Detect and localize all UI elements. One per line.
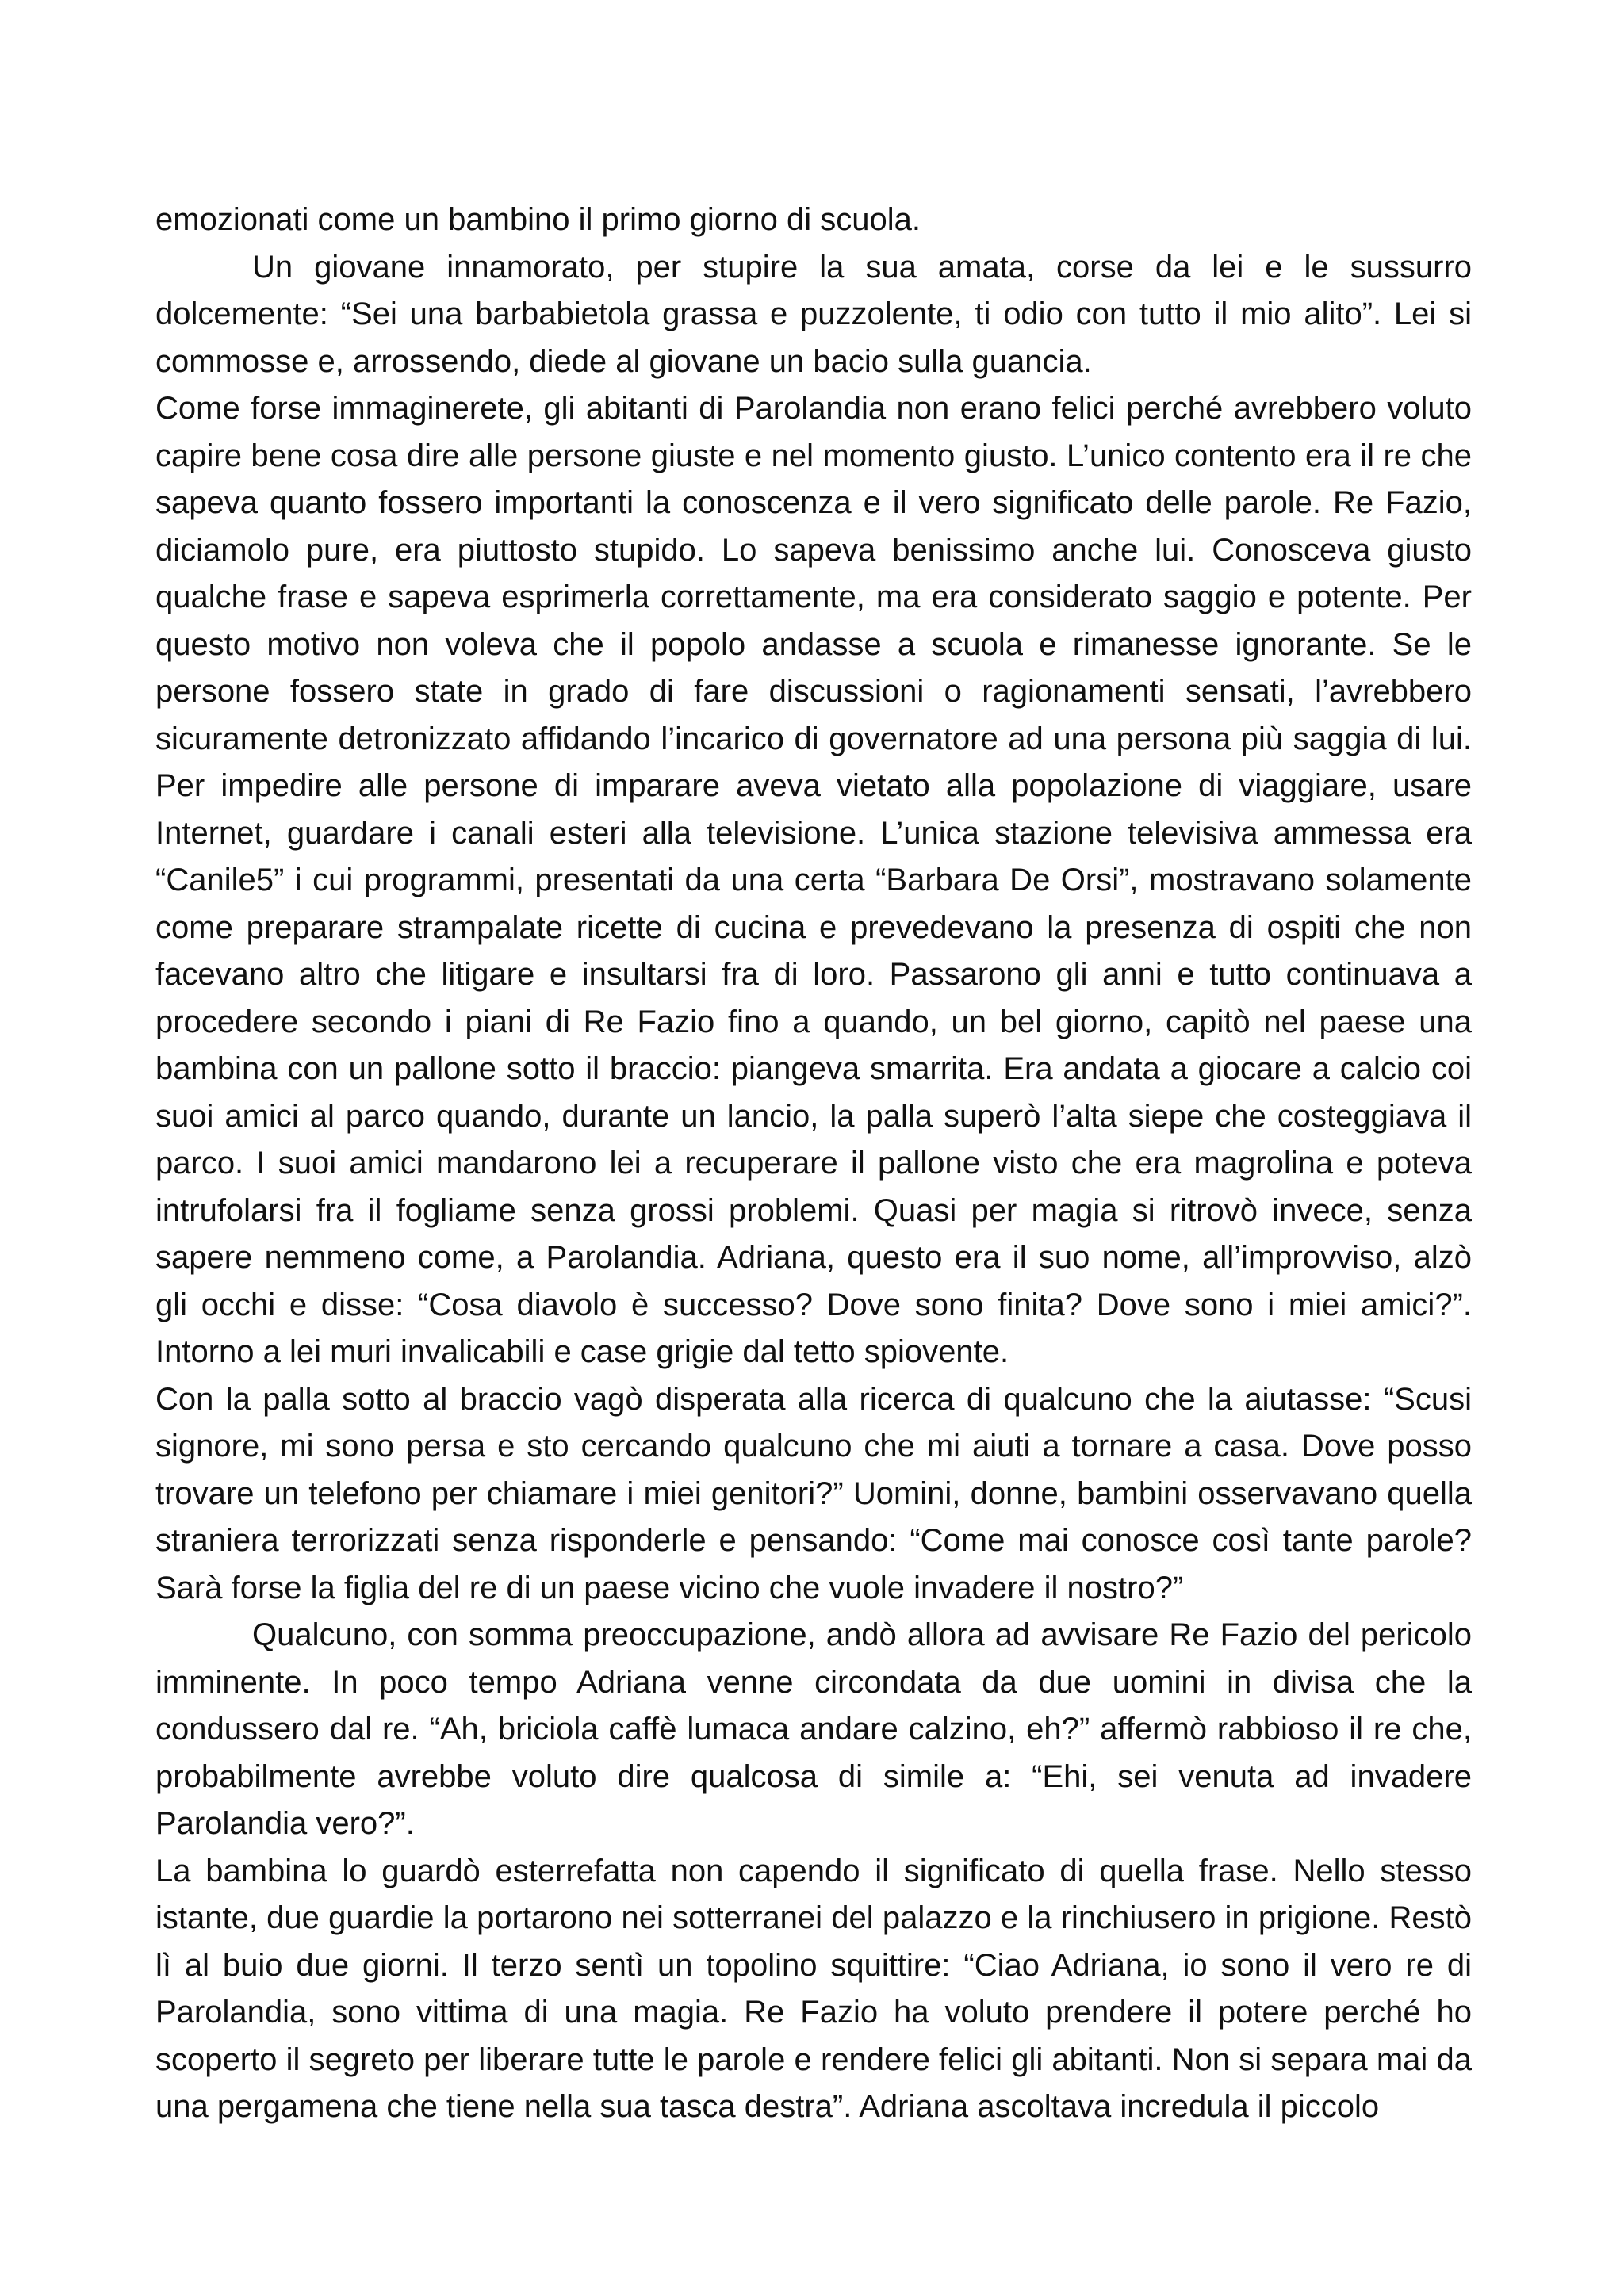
paragraph-6: La bambina lo guardò esterrefatta non capendo il significato di quella frase. Nello stesso istante, due guardie la portarono nei sotterranei del palazzo e la rinchiusero in prigione. Restò lì al buio due giorni. Il terzo sentì un topolino squittire: “Ciao Adriana, io sono il vero re di Parolandia, sono vittima di una magia. Re Fazio ha voluto prendere il potere perché ho scoperto il segreto per liberare tutte le parole e rendere felici gli abitanti. Non si separa mai da una pergamena che tiene nella sua tasca destra”. Adriana ascoltava incredula il piccolo: [155, 1853, 1472, 2124]
body-text: [155, 197, 1472, 2131]
paragraph-2: Un giovane innamorato, per stupire la sua amata, corse da lei e le sussurro dolcemente: “Sei una barbabietola grassa e puzzolente, ti odio con tutto il mio alito”. Lei si commosse e, arrossendo, diede al giovane un bacio sulla guancia.: [155, 249, 1472, 379]
paragraph-5: Qualcuno, con somma preoccupazione, andò allora ad avvisare Re Fazio del pericolo imminente. In poco tempo Adriana venne circondata da due uomini in divisa che la condussero dal re. “Ah, briciola caffè lumaca andare calzino, eh?” affermò rabbioso il re che, probabilmente avrebbe voluto dire qualcosa di simile a: “Ehi, sei venuta ad invadere Parolandia vero?”.: [155, 1617, 1472, 1841]
paragraph-4: Con la palla sotto al braccio vagò disperata alla ricerca di qualcuno che la aiutasse: “Scusi signore, mi sono persa e sto cercando qualcuno che mi aiuti a tornare a casa. Dove posso trovare un telefono per chiamare i miei genitori?” Uomini, donne, bambini osservavano quella straniera terrorizzati senza risponderle e pensando: “Come mai conosce così tante parole? Sarà forse la figlia del re di un paese vicino che vuole invadere il nostro?”: [155, 1381, 1472, 1605]
paragraph-3: Come forse immaginerete, gli abitanti di Parolandia non erano felici perché avrebbero voluto capire bene cosa dire alle persone giuste e nel momento giusto. L’unico contento era il re che sapeva quanto fossero importanti la conoscenza e il vero significato delle parole. Re Fazio, diciamolo pure, era piuttosto stupido. Lo sapeva benissimo anche lui. Conosceva giusto qualche frase e sapeva esprimerla correttamente, ma era considerato saggio e potente. Per questo motivo non voleva che il popolo andasse a scuola e rimanesse ignorante. Se le persone fossero state in grado di fare discussioni o ragionamenti sensati, l’avrebbero sicuramente detronizzato affidando l’incarico di governatore ad una persona più saggia di lui. Per impedire alle persone di imparare aveva vietato alla popolazione di viaggiare, usare Internet, guardare i canali esteri alla televisione. L’unica stazione televisiva ammessa era “Canile5” i cui programmi, presentati da una certa “Barbara De Orsi”, mostravano solamente come preparare strampalate ricette di cucina e prevedevano la presenza di ospiti che non facevano altro che litigare e insultarsi fra di loro. Passarono gli anni e tutto continuava a procedere secondo i piani di Re Fazio fino a quando, un bel giorno, capitò nel paese una bambina con un pallone sotto il braccio: piangeva smarrita. Era andata a giocare a calcio coi suoi amici al parco quando, durante un lancio, la palla superò l’alta siepe che costeggiava il parco. I suoi amici mandarono lei a recuperare il pallone visto che era magrolina e poteva intrufolarsi fra il fogliame senza grossi problemi. Quasi per magia si ritrovò invece, senza sapere nemmeno come, a Parolandia. Adriana, questo era il suo nome, all’improvviso, alzò gli occhi e disse: “Cosa diavolo è successo? Dove sono finita? Dove sono i miei amici?”. Intorno a lei muri invalicabili e case grigie dal tetto spiovente.: [155, 391, 1472, 1369]
paragraph-1: emozionati come un bambino il primo giorno di scuola.: [155, 202, 921, 237]
